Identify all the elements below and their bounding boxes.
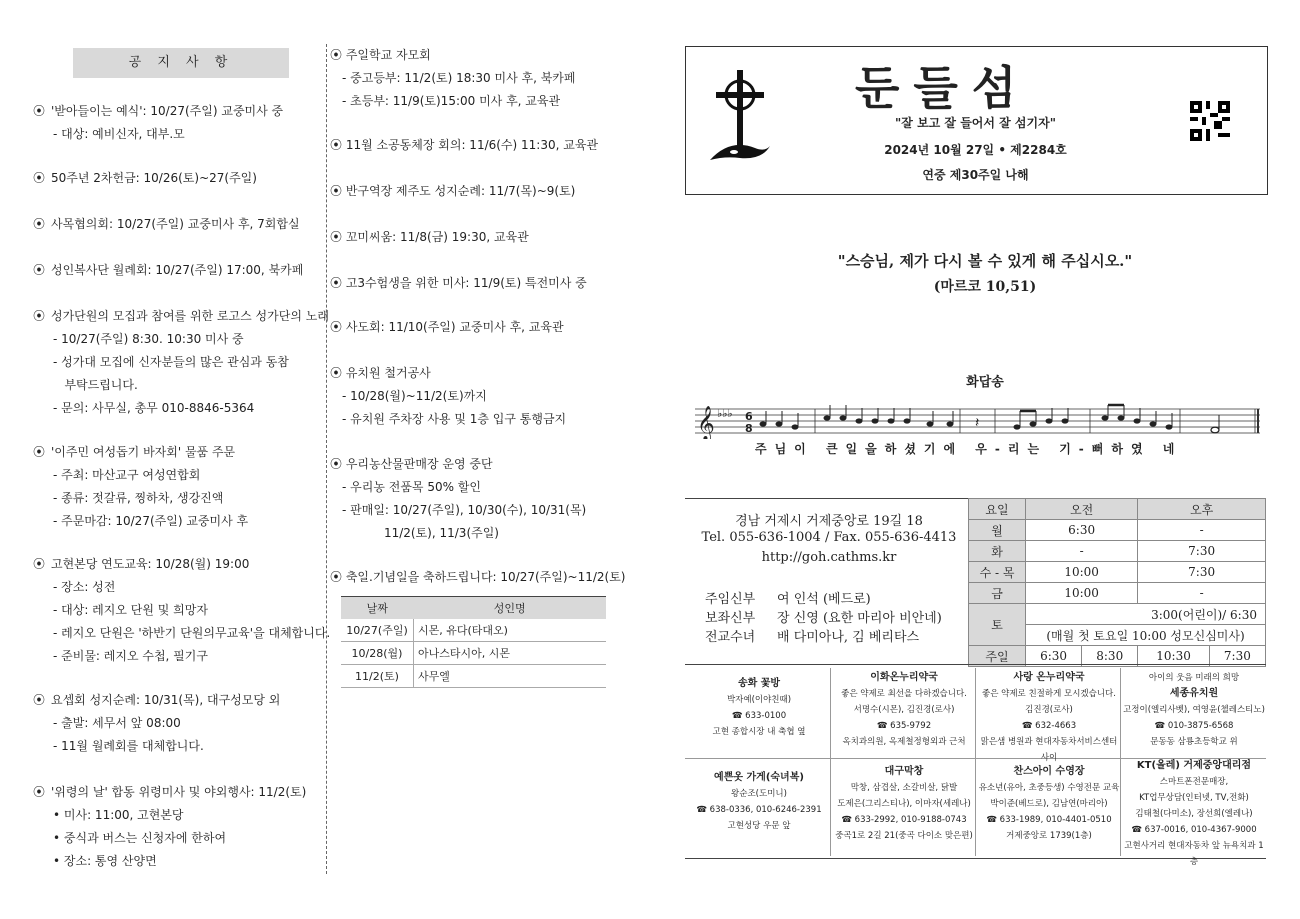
ad-line: 스마트폰전문매장, [1159,777,1229,787]
ad-card [1123,758,1265,870]
notice-subitem: - 출발: 세무서 앞 08:00 [53,716,181,730]
mass-sat-times: 3:00(어린이)/ 6:30 [1026,604,1266,625]
svg-text:♭♭♭: ♭♭♭ [717,407,733,420]
notice-item [33,553,330,668]
staff-row [705,609,942,628]
mass-schedule-table [968,498,1266,667]
ads-divider [1120,668,1121,856]
announcement-subitem: - 유치원 주차장 사용 및 1층 입구 통행금지 [342,412,567,426]
ad-line: ☎ 632-4663 [1021,721,1077,731]
bullet-icon: ⦿ [33,171,46,185]
notice-subitem: - 주최: 마산교구 여성연합회 [53,468,201,482]
notice-subitem: 부탁드립니다. [53,378,138,392]
ad-name: 사랑 온누리약국 [1013,672,1085,683]
announcement-subitem: - 초등부: 11/9(토)15:00 미사 후, 교육관 [342,94,561,108]
bullet-icon: ⦿ [33,263,46,277]
ad-line: 문동동 삼룡초등학교 위 [1150,737,1238,747]
gospel-reference: (마르코 10,51) [933,279,1037,295]
mass-sun-time: 10:30 [1138,646,1209,667]
ad-line: ☎ 633-1989, 010-4401-0510 [986,815,1112,825]
ad-card [688,770,830,834]
mass-day: 화 [969,541,1026,562]
notice-text: 50주년 2차헌금: 10/26(토)~27(주일) [51,171,257,185]
ad-line: ☎ 637-0016, 010-4367-9000 [1131,825,1257,835]
notice-text: '이주민 여성돕기 바자회' 물품 주문 [51,445,236,459]
feast-date: 10/28(월) [341,642,414,665]
svg-text:6: 6 [745,410,753,423]
announcement-subitem: - 10/28(월)~11/2(토)까지 [342,389,487,403]
mass-pm: - [1138,520,1266,541]
mass-am: 10:00 [1026,583,1138,604]
newsletter-logo: 둔들섬 [855,61,1031,115]
notice-item [33,781,306,873]
table-row [969,583,1266,604]
notice-text: 고현본당 연도교육: 10/28(월) 19:00 [51,557,250,571]
announcement-item [330,180,575,203]
ad-line: 맑은샘 병원과 현대자동차서비스센터 사이 [980,737,1118,763]
ad-card [688,676,830,740]
notice-subitem: • 중식과 버스는 신청자에 한하여 [53,831,227,845]
announcement-item [330,226,529,249]
ad-card [978,670,1120,766]
ad-line: 옥치과의원, 옥제철정형외과 근처 [842,737,966,747]
mass-pm: - [1138,583,1266,604]
bullet-icon: ⦿ [33,309,46,323]
table-row [969,562,1266,583]
announcement-text: ⦿ 축일.기념일을 축하드립니다: 10/27(주일)~11/2(토) [330,570,626,584]
notice-text: 요셉회 성지순례: 10/31(목), 대구성모당 외 [51,693,281,707]
notice-subitem: - 대상: 레지오 단원 및 희망자 [53,603,208,617]
notice-subitem: - 성가대 모집에 신자분들의 많은 관심과 동참 [53,355,289,369]
ad-line: 고현 종합시장 내 축협 옆 [712,727,806,737]
announcement-item [330,566,626,589]
mass-pm: 7:30 [1138,541,1266,562]
announcement-text: ⦿ 꼬미씨움: 11/8(금) 19:30, 교육관 [330,230,529,244]
mass-header-am: 오전 [1026,499,1138,520]
mass-day: 주일 [969,646,1026,667]
notice-subitem: - 11월 월례회를 대체합니다. [53,739,204,753]
staff-name: 장 신영 (요한 마리아 비안네) [777,611,942,626]
staff-name: 배 다미아나, 김 베리타스 [777,630,920,645]
parish-tel: Tel. 055-636-1004 / Fax. 055-636-4413 [701,530,957,545]
ad-line: ☎ 633-0100 [731,711,787,721]
staff-name: 여 인석 (베드로) [777,592,871,607]
bullet-icon: ⦿ [33,557,46,571]
ad-card [1123,670,1265,750]
ad-line: 김태철(다미소), 장선희(엘레나) [1135,809,1253,819]
ad-card [978,764,1120,844]
ads-divider [975,668,976,856]
notice-item [33,100,283,146]
mass-day: 수 - 목 [969,562,1026,583]
notice-subitem: - 문의: 사무실, 총무 010-8846-5364 [53,401,255,415]
ad-line: 고현사거리 현대자동차 앞 뉴욕치과 1층 [1124,841,1264,867]
ad-card [833,764,975,844]
motto: "잘 보고 잘 들어서 잘 섬기자" [895,116,1056,130]
announcement-text: ⦿ 고3수험생을 위한 미사: 11/9(토) 특전미사 중 [330,276,587,290]
ad-line: 박이준(베드로), 김남연(마리아) [990,799,1108,809]
table-row [969,520,1266,541]
ad-line: 아이의 웃음 미래의 희망 [1148,673,1240,683]
staff-role: 보좌신부 [705,611,756,626]
notice-subitem: • 장소: 통영 산양면 [53,854,157,868]
ad-line: ☎ 633-2992, 010-9188-0743 [841,815,967,825]
mass-am: 10:00 [1026,562,1138,583]
column-divider [326,44,327,874]
ads-divider-top [685,664,1266,665]
notice-item [33,259,303,282]
ad-line: 거제중앙로 1739(1층) [1006,831,1092,841]
ad-line: 좋은 약제로 친절하게 모시겠습니다. [982,689,1116,699]
ad-line: ☎ 010-3875-6568 [1154,721,1234,731]
table-row [969,604,1266,625]
announcement-text: ⦿ 유치원 철거공사 [330,366,431,380]
table-row [341,642,606,665]
parish-address: 경남 거제시 거제중앙로 19길 18 [735,514,923,529]
mass-header-pm: 오후 [1138,499,1266,520]
mass-sun-time: 7:30 [1209,646,1265,667]
ad-line: 김진경(로사) [1025,705,1073,715]
mass-am: - [1026,541,1138,562]
ad-line: 서명수(시몬), 김진경(로사) [853,705,955,715]
mass-sat-note: (매월 첫 토요일 10:00 성모신심미사) [1026,625,1266,646]
notice-subitem: - 종류: 젓갈류, 찡하차, 생강진액 [53,491,224,505]
notice-subitem: • 미사: 11:00, 고현본당 [53,808,184,822]
feast-header-date: 날짜 [341,597,414,620]
ad-name: 세종유치원 [1169,688,1219,699]
notice-title: 공 지 사 항 [73,48,289,78]
feast-date: 10/27(주일) [341,619,414,642]
ad-card [833,670,975,750]
svg-text:𝄞: 𝄞 [697,406,715,439]
feast-header-saint: 성인명 [414,597,607,620]
notice-subitem: - 10/27(주일) 8:30. 10:30 미사 중 [53,332,244,346]
notice-subitem: - 주문마감: 10/27(주일) 교중미사 후 [53,514,249,528]
ad-name: KT(올레) 거제중앙대리점 [1136,760,1252,771]
announcement-item [330,134,598,157]
notice-subitem: - 준비물: 레지오 수첩, 필기구 [53,649,208,663]
ad-line: 도제은(그리스티나), 이마자(세레나) [837,799,971,809]
bullet-icon: ⦿ [33,693,46,707]
ads-divider [830,668,831,856]
announcement-text: ⦿ 우리농산물판매장 운영 중단 [330,457,493,471]
announcement-item [330,453,586,545]
ad-line: 좋은 약제로 최선을 다하겠습니다. [841,689,967,699]
announcement-text: ⦿ 반구역장 제주도 성지순례: 11/7(목)~9(토) [330,184,576,198]
notice-item [33,213,300,236]
gospel-quote: "스승님, 제가 다시 볼 수 있게 해 주십시오." [837,252,1133,270]
ad-line: 막창, 삼겹살, 소갈비살, 닭발 [850,783,958,793]
issue-date: 2024년 10월 27일 • 제2284호 [884,143,1067,157]
announcement-item [330,316,564,339]
feast-saint: 사무엘 [414,665,607,688]
hymn-title: 화답송 [966,375,1004,390]
announcement-subitem: - 우리농 전품목 50% 할인 [342,480,481,494]
table-row [341,619,606,642]
feast-saint: 아나스타시아, 시몬 [414,642,607,665]
mass-day: 월 [969,520,1026,541]
table-row [341,665,606,688]
notice-text: 사목협의회: 10/27(주일) 교중미사 후, 7회합실 [51,217,300,231]
bullet-icon: ⦿ [33,785,46,799]
ad-name: 예쁜옷 가게(숙녀복) [714,772,804,783]
staff-list [705,590,942,647]
staff-row [705,628,942,647]
notice-text: '받아들이는 예식': 10/27(주일) 교중미사 중 [51,104,284,118]
staff-role: 주임신부 [705,592,756,607]
notice-text: 성인복사단 월례회: 10/27(주일) 17:00, 북카페 [51,263,304,277]
notice-item [33,167,257,190]
announcement-text: ⦿ 11월 소공동체장 회의: 11/6(수) 11:30, 교육관 [330,138,599,152]
mass-header-day: 요일 [969,499,1026,520]
svg-text:8: 8 [745,422,753,435]
liturgical-sunday: 연중 제30주일 나해 [922,168,1029,182]
notice-subitem: - 장소: 성전 [53,580,116,594]
feast-saint: 시몬, 유다(타대오) [414,619,607,642]
notice-subitem: - 대상: 예비신자, 대부.모 [53,127,185,141]
announcement-subitem: - 중고등부: 11/2(토) 18:30 미사 후, 북카페 [342,71,576,85]
notice-text: 성가단원의 모집과 참여를 위한 로고스 성가단의 노래 [51,309,329,323]
notice-item [33,689,280,758]
staff-role: 전교수녀 [705,630,756,645]
feast-date: 11/2(토) [341,665,414,688]
announcement-item [330,362,566,431]
hymn-lyrics: 주님이 큰일을하셨기에 우-리는 기-뻐하였 네 [755,442,1183,456]
notice-item [33,305,329,420]
parish-website[interactable]: http://goh.cathms.kr [761,550,897,565]
qr-code-icon[interactable] [1190,101,1230,141]
ad-line: 고정이(엘리사벳), 여영윤(첼레스티노) [1123,705,1265,715]
ad-name: 찬스아이 수영장 [1013,766,1085,777]
notice-text: '위령의 날' 합동 위령미사 및 야외행사: 11/2(토) [51,785,307,799]
ad-line: 왕순조(도미니) [731,789,787,799]
announcement-subitem: - 판매일: 10/27(주일), 10/30(수), 10/31(목) [342,503,587,517]
ad-line: 고현성당 우문 앞 [727,821,791,831]
announcement-item [330,44,575,113]
mass-sun-time: 6:30 [1026,646,1082,667]
ad-line: ☎ 638-0336, 010-6246-2391 [696,805,822,815]
ad-line: 중곡1로 2길 21(중곡 다이소 맞은편) [835,831,973,841]
ad-name: 이화온누리약국 [870,672,938,683]
ad-line: KT업무상담(인터넷, TV,전화) [1139,793,1249,803]
mass-day: 토 [969,604,1026,646]
ad-line: ☎ 635-9792 [876,721,932,731]
ad-line: 박자예(이야친때) [726,695,792,705]
svg-text:𝄽: 𝄽 [975,415,980,431]
feast-table [341,596,606,688]
music-staff [695,403,1260,442]
table-row [969,541,1266,562]
mass-am: 6:30 [1026,520,1138,541]
staff-row [705,590,942,609]
announcement-text: ⦿ 사도회: 11/10(주일) 교중미사 후, 교육관 [330,320,564,334]
announcement-subitem: 11/2(토), 11/3(주일) [342,526,499,540]
mass-pm: 7:30 [1138,562,1266,583]
notice-subitem: - 레지오 단원은 '하반기 단원의무교육'을 대체합니다. [53,626,331,640]
bullet-icon: ⦿ [33,217,46,231]
ad-name: 송화 꽃방 [737,678,781,689]
notice-item [33,441,248,533]
ad-name: 대구막창 [884,766,924,777]
mass-sun-time: 8:30 [1082,646,1138,667]
mass-day: 금 [969,583,1026,604]
bullet-icon: ⦿ [33,445,46,459]
bullet-icon: ⦿ [33,104,46,118]
ad-line: 유소년(유아, 초중등생) 수영전문 교육 [978,783,1120,793]
announcement-item [330,272,587,295]
announcement-text: ⦿ 주일학교 자모회 [330,48,431,62]
